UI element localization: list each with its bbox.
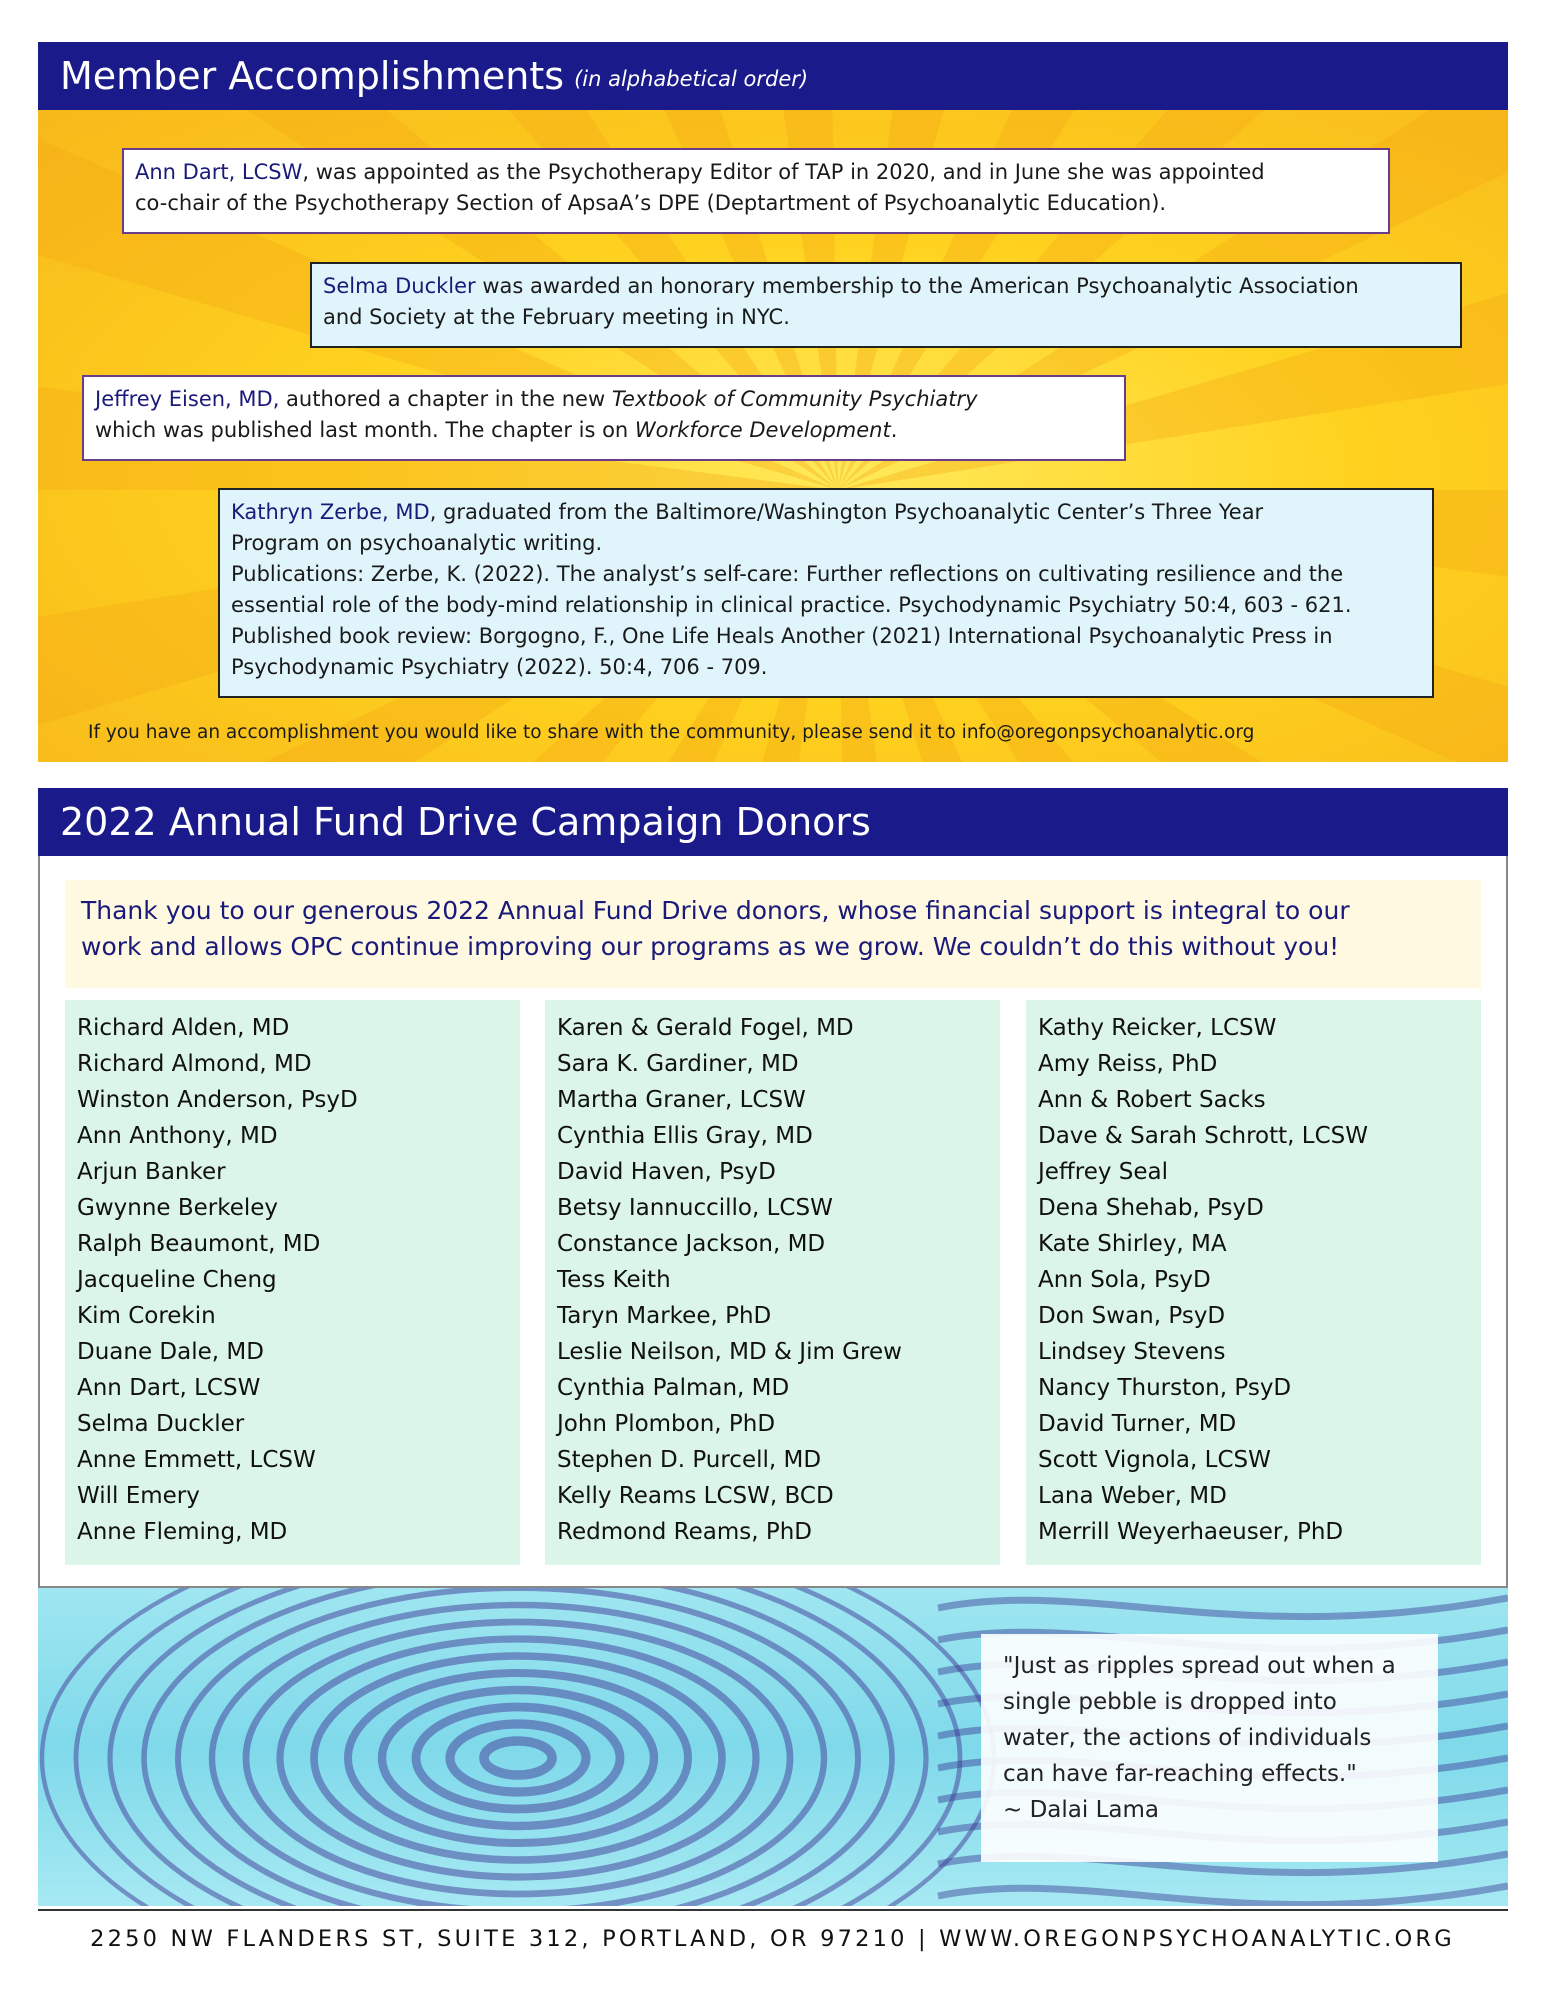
donor-name: Duane Dale, MD [77, 1339, 264, 1365]
footer-divider [38, 1909, 1508, 1911]
donor-name: Kate Shirley, MA [1038, 1231, 1227, 1257]
donor-name: Anne Emmett, LCSW [77, 1447, 316, 1473]
accomplishment-text: co-chair of the Psychotherapy Section of ApsaA’s DPE (Deptartment of Psychoanalytic Education). [135, 191, 1167, 215]
donor-name: Karen & Gerald Fogel, MD [557, 1015, 854, 1041]
donor-column-3 [1026, 1000, 1481, 1565]
donor-name: Ann & Robert Sacks [1038, 1087, 1266, 1113]
donor-name: Ralph Beaumont, MD [77, 1231, 321, 1257]
donor-name: Amy Reiss, PhD [1038, 1051, 1218, 1077]
donor-name: Kathy Reicker, LCSW [1038, 1015, 1277, 1041]
accomplishments-footer-note: If you have an accomplishment you would like to share with the community, please send it to info@oregonpsychoanalytic.org [88, 722, 1255, 743]
donors-header [38, 788, 1508, 856]
donor-name: Dena Shehab, PsyD [1038, 1195, 1264, 1221]
book-title: Textbook of Community Psychiatry [611, 387, 978, 411]
donor-name: Lana Weber, MD [1038, 1483, 1227, 1509]
chapter-topic: Workforce Development [634, 418, 891, 442]
donor-name: Don Swan, PsyD [1038, 1303, 1226, 1329]
accomplishment-text: and Society at the February meeting in NYC. [323, 305, 790, 329]
donor-name: Ann Sola, PsyD [1038, 1267, 1211, 1293]
dalai-lama-quote [981, 1634, 1438, 1862]
donor-name: Gwynne Berkeley [77, 1195, 279, 1221]
member-name: Kathryn Zerbe, MD [231, 500, 430, 524]
donor-name: Betsy Iannuccillo, LCSW [557, 1195, 833, 1221]
accomplishment-text: Publications: Zerbe, K. (2022). The analyst’s self-care: Further reflections on cultivating resilience and the [231, 562, 1344, 586]
donor-name: Constance Jackson, MD [557, 1231, 826, 1257]
donor-name: Ann Dart, LCSW [77, 1375, 261, 1401]
accomplishment-ann-dart [122, 148, 1390, 234]
quote-author: ~ Dalai Lama [1003, 1797, 1159, 1823]
donor-name: Jacqueline Cheng [77, 1267, 277, 1293]
quote-text: "Just as ripples spread out when a [1003, 1653, 1396, 1679]
donor-name: Martha Graner, LCSW [557, 1087, 806, 1113]
ripple-ring [348, 1673, 688, 1843]
donor-name: Richard Alden, MD [77, 1015, 290, 1041]
donor-column-2 [545, 1000, 1000, 1565]
donor-name: Redmond Reams, PhD [557, 1519, 813, 1545]
donor-name: Selma Duckler [77, 1411, 245, 1437]
donor-name: Cynthia Ellis Gray, MD [557, 1123, 813, 1149]
accomplishment-text: Psychodynamic Psychiatry (2022). 50:4, 706 - 709. [231, 655, 768, 679]
accomplishment-text: , graduated from the Baltimore/Washington Psychoanalytic Center’s Three Year [429, 500, 1264, 524]
donor-name: Winston Anderson, PsyD [77, 1087, 358, 1113]
donor-name: David Haven, PsyD [557, 1159, 776, 1185]
donor-name: Richard Almond, MD [77, 1051, 312, 1077]
ripple-wave [938, 1886, 1508, 1905]
accomplishment-text: . [890, 418, 898, 442]
thank-you-text: Thank you to our generous 2022 Annual Fund Drive donors, whose financial support is integral to our [81, 896, 1350, 925]
donor-name: Jeffrey Seal [1038, 1159, 1169, 1185]
member-name: Jeffrey Eisen, MD, [95, 387, 280, 411]
donor-name: Merrill Weyerhaeuser, PhD [1038, 1519, 1344, 1545]
accomplishments-header [38, 42, 1508, 110]
donor-name: Ann Anthony, MD [77, 1123, 278, 1149]
accomplishment-text: which was published last month. The chapter is on [95, 418, 635, 442]
ripple-ring [484, 1741, 552, 1775]
donor-name: Will Emery [77, 1483, 200, 1509]
donor-name: John Plombon, PhD [557, 1411, 776, 1437]
donor-name: Cynthia Palman, MD [557, 1375, 790, 1401]
donor-name: David Turner, MD [1038, 1411, 1237, 1437]
ripple-wave [938, 1598, 1508, 1617]
donor-name: Lindsey Stevens [1038, 1339, 1226, 1365]
accomplishment-text: , was appointed as the Psychotherapy Editor of TAP in 2020, and in June she was appointed [302, 160, 1265, 184]
accomplishment-text: essential role of the body-mind relationship in clinical practice. Psychodynamic Psychiatry 50:4, 603 - 621. [231, 593, 1352, 617]
accomplishment-text: was awarded an honorary membership to the American Psychoanalytic Association [475, 274, 1359, 298]
thank-you-text: work and allows OPC continue improving our programs as we grow. We couldn’t do this without you! [81, 932, 1340, 961]
donor-name: Nancy Thurston, PsyD [1038, 1375, 1292, 1401]
donor-name: Kim Corekin [77, 1303, 216, 1329]
donor-column-1 [65, 1000, 520, 1565]
accomplishment-text: authored a chapter in the new [279, 387, 612, 411]
donor-name: Dave & Sarah Schrott, LCSW [1038, 1123, 1368, 1149]
donor-name: Arjun Banker [77, 1159, 226, 1185]
ripple-ring [450, 1724, 586, 1792]
accomplishment-text: Program on psychoanalytic writing. [231, 531, 603, 555]
member-name: Selma Duckler [323, 274, 476, 298]
thank-you-note [65, 880, 1481, 988]
donor-name: Scott Vignola, LCSW [1038, 1447, 1271, 1473]
accomplishment-kathryn-zerbe [218, 488, 1434, 698]
donor-name: Leslie Neilson, MD & Jim Grew [557, 1339, 902, 1365]
quote-text: can have far-reaching effects." [1003, 1761, 1357, 1787]
donor-name: Sara K. Gardiner, MD [557, 1051, 799, 1077]
donor-name: Taryn Markee, PhD [557, 1303, 772, 1329]
member-name: Ann Dart, LCSW [135, 160, 303, 184]
accomplishment-jeffrey-eisen [82, 375, 1126, 461]
donor-name: Tess Keith [557, 1267, 671, 1293]
accomplishment-text: Published book review: Borgogno, F., One Life Heals Another (2021) International Psychoanalytic Press in [231, 624, 1333, 648]
accomplishments-subtitle: (in alphabetical order) [574, 67, 809, 91]
ripple-ring [246, 1622, 790, 1894]
donor-name: Kelly Reams LCSW, BCD [557, 1483, 834, 1509]
donor-name: Stephen D. Purcell, MD [557, 1447, 822, 1473]
footer-address: 2250 NW FLANDERS ST, SUITE 312, PORTLAND, OR 97210 | WWW.OREGONPSYCHOANALYTIC.ORG [90, 1926, 1455, 1952]
accomplishments-title: Member Accomplishments [60, 54, 565, 98]
quote-text: water, the actions of individuals [1003, 1725, 1372, 1751]
donor-name: Anne Fleming, MD [77, 1519, 288, 1545]
accomplishment-selma-duckler [310, 262, 1462, 348]
donors-title: 2022 Annual Fund Drive Campaign Donors [60, 800, 871, 844]
quote-text: single pebble is dropped into [1003, 1689, 1337, 1715]
